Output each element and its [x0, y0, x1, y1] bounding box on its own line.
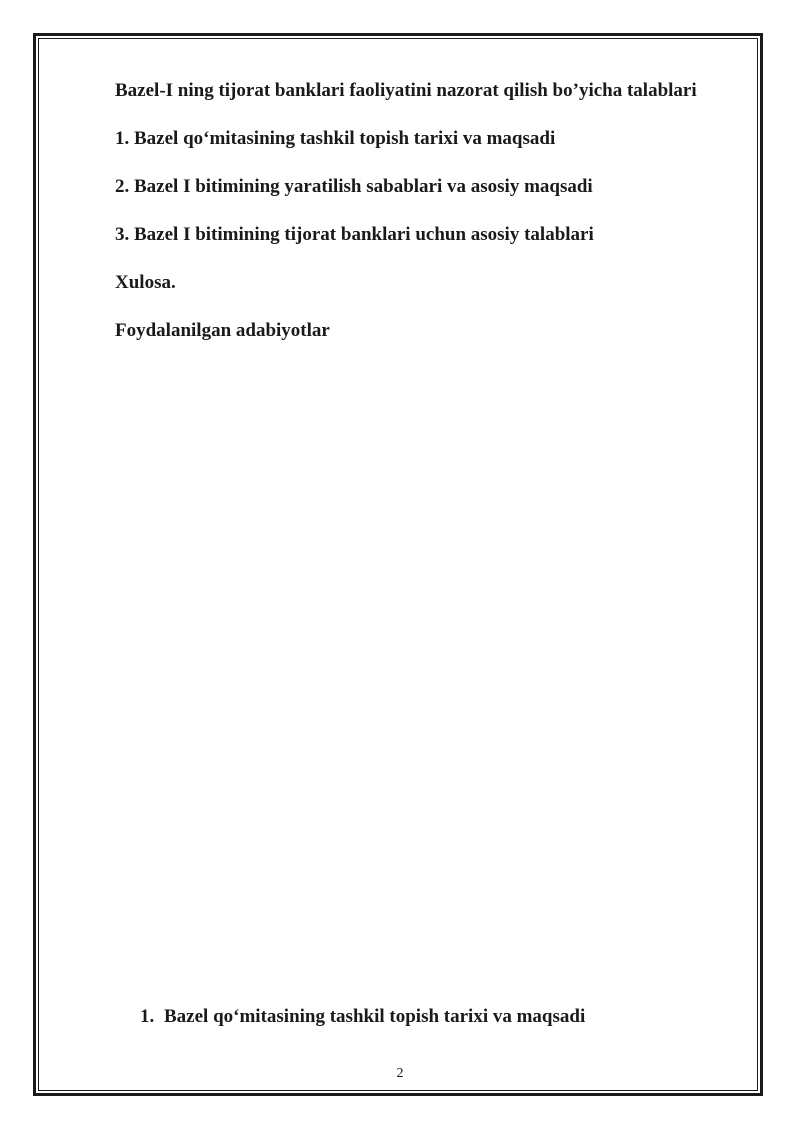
section-number: 1. — [140, 1006, 155, 1027]
section-title: Bazel qo‘mitasining tashkil topish tarixi va maqsadi — [164, 1006, 586, 1027]
toc-item: Foydalanilgan adabiyotlar — [115, 320, 330, 341]
table-of-contents — [115, 122, 742, 348]
toc-item: 3. Bazel I bitimining tijorat banklari uchun asosiy talablari — [115, 224, 594, 245]
section-heading — [140, 1000, 585, 1034]
toc-item: Xulosa. — [115, 272, 176, 293]
document-body — [115, 74, 742, 362]
toc-item: 1. Bazel qo‘mitasining tashkil topish tarixi va maqsadi — [115, 128, 556, 149]
document-heading: Bazel-I ning tijorat banklari faoliyatini nazorat qilish bo’yicha talablari — [115, 80, 697, 101]
toc-item: 2. Bazel I bitimining yaratilish sabablari va asosiy maqsadi — [115, 176, 593, 197]
page-number: 2 — [396, 1066, 404, 1081]
